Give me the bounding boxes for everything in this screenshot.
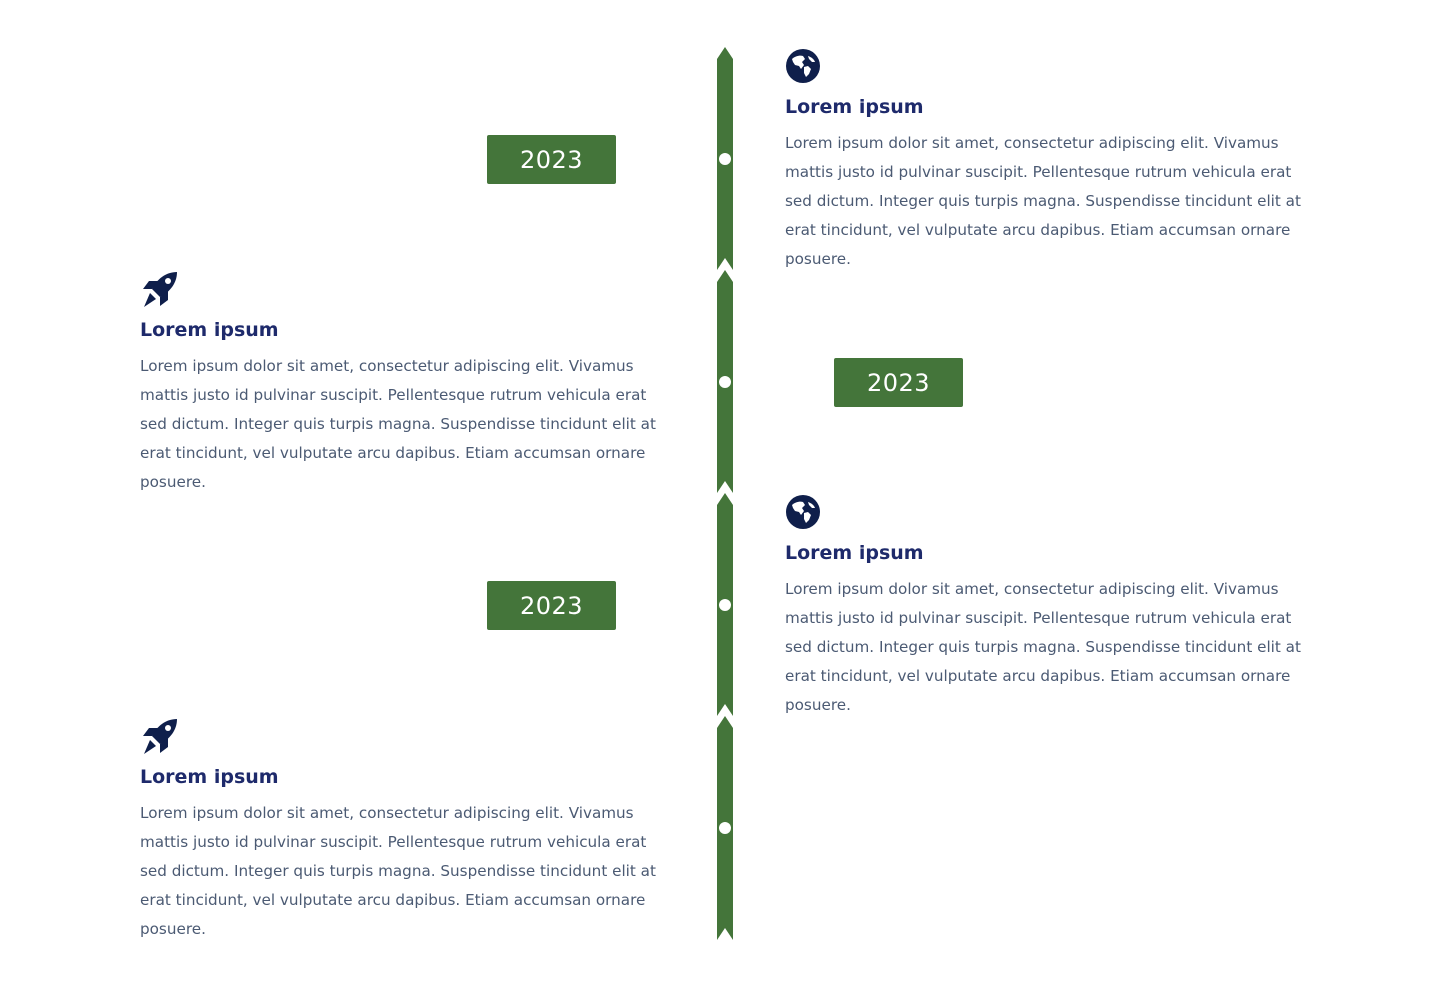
year-badge: 2023 [487,581,616,630]
timeline-dot [719,376,731,388]
entry-text: Lorem ipsum dolor sit amet, consectetur adipiscing elit. Vivamus mattis justo id pulvinar suscipit. Pellentesque rutrum vehicula erat sed dictum. Integer quis turpis magna. Suspendisse tincidunt elit at erat tincidunt, vel vulputate arcu dapibus. Etiam accumsan ornare posuere. [785,134,1301,268]
rocket-icon [140,718,178,756]
timeline-spine [717,47,733,940]
timeline-entry [140,718,665,944]
timeline-entry [140,271,665,497]
entry-title: Lorem ipsum [785,542,924,564]
year-badge: 2023 [834,358,963,407]
timeline-dot [719,822,731,834]
timeline-dot [719,599,731,611]
globe-icon [785,494,823,532]
entry-text: Lorem ipsum dolor sit amet, consectetur adipiscing elit. Vivamus mattis justo id pulvinar suscipit. Pellentesque rutrum vehicula erat sed dictum. Integer quis turpis magna. Suspendisse tincidunt elit at erat tincidunt, vel vulputate arcu dapibus. Etiam accumsan ornare posuere. [140,804,656,938]
entry-title: Lorem ipsum [140,319,279,341]
timeline-dot [719,153,731,165]
entry-text: Lorem ipsum dolor sit amet, consectetur adipiscing elit. Vivamus mattis justo id pulvinar suscipit. Pellentesque rutrum vehicula erat sed dictum. Integer quis turpis magna. Suspendisse tincidunt elit at erat tincidunt, vel vulputate arcu dapibus. Etiam accumsan ornare posuere. [785,580,1301,714]
entry-title: Lorem ipsum [785,96,924,118]
timeline-entry [785,494,1310,720]
year-badge: 2023 [487,135,616,184]
entry-title: Lorem ipsum [140,766,279,788]
rocket-icon [140,271,178,309]
entry-text: Lorem ipsum dolor sit amet, consectetur adipiscing elit. Vivamus mattis justo id pulvinar suscipit. Pellentesque rutrum vehicula erat sed dictum. Integer quis turpis magna. Suspendisse tincidunt elit at erat tincidunt, vel vulputate arcu dapibus. Etiam accumsan ornare posuere. [140,357,656,491]
timeline-entry [785,48,1310,274]
globe-icon [785,48,823,86]
